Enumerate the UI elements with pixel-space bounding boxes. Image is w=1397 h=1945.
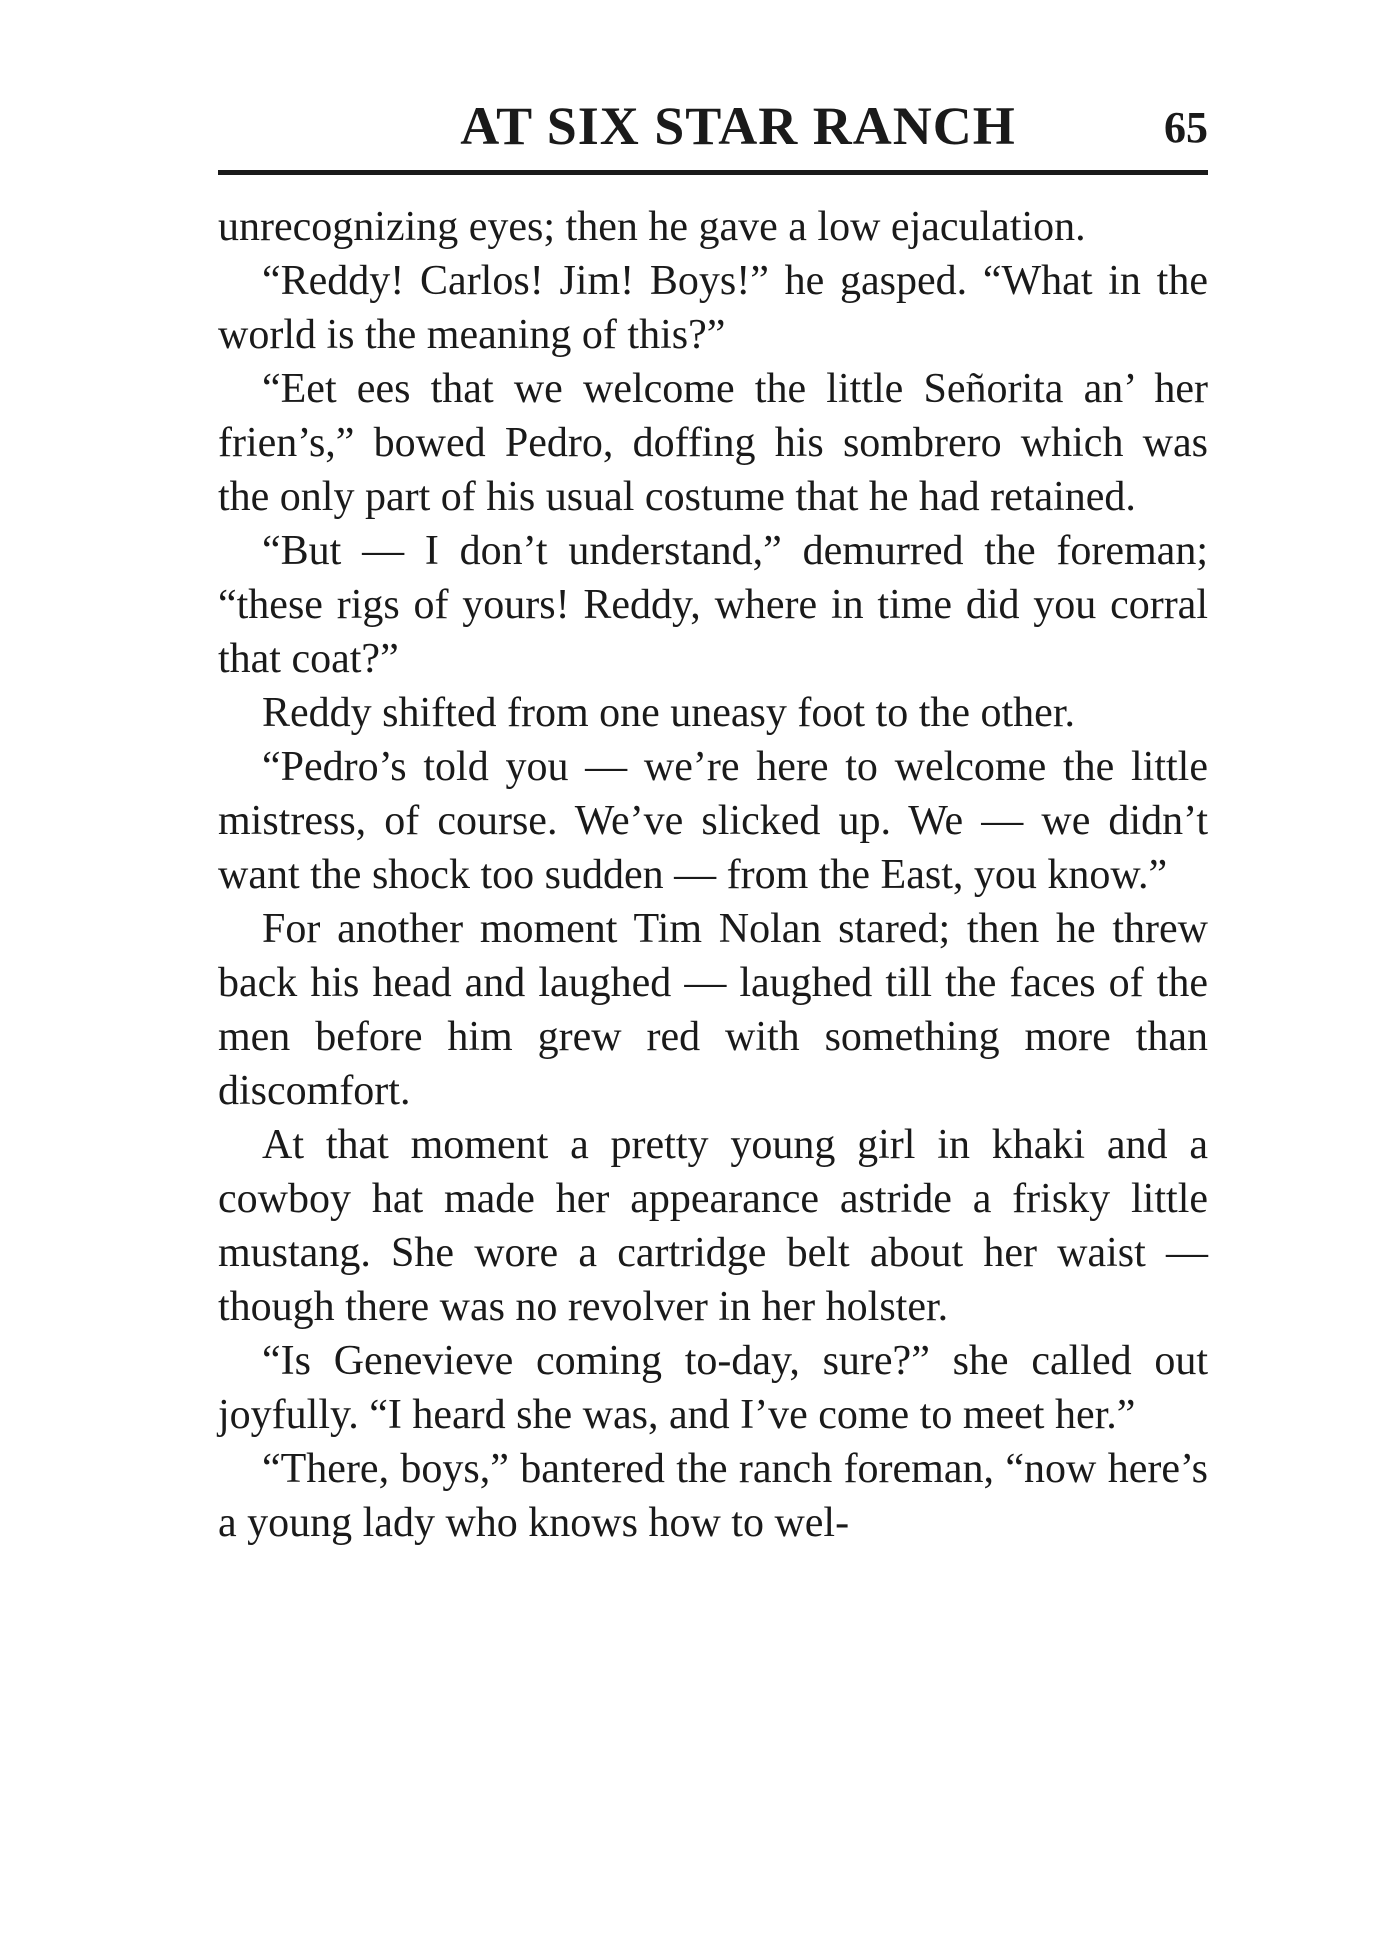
paragraph: “But — I don’t understand,” demurred the foreman; “these rigs of yours! Reddy, where in time did you corral that coat?” — [218, 528, 1208, 682]
paragraph: For another moment Tim Nolan stared; then he threw back his head and laughed — laughed till the faces of the men before him grew red with something more than discomfort. — [218, 906, 1208, 1114]
body-text — [218, 200, 1208, 1550]
running-head — [218, 96, 1208, 156]
header-rule — [218, 170, 1208, 175]
paragraph: “There, boys,” bantered the ranch foreman, “now here’s a young lady who knows how to wel- — [218, 1446, 1208, 1546]
paragraph: unrecognizing eyes; then he gave a low ejaculation. — [218, 204, 1086, 250]
chapter-title: AT SIX STAR RANCH — [460, 96, 1016, 156]
paragraph: “Reddy! Carlos! Jim! Boys!” he gasped. “What in the world is the meaning of this?” — [218, 258, 1208, 358]
paragraph: At that moment a pretty young girl in khaki and a cowboy hat made her appearance astride a frisky little mustang. She wore a cartridge belt about her waist — though there was no revolver in her holster. — [218, 1122, 1208, 1330]
paragraph: Reddy shifted from one uneasy foot to the other. — [262, 690, 1075, 736]
page-number: 65 — [1164, 103, 1208, 152]
paragraph: “Pedro’s told you — we’re here to welcome the little mistress, of course. We’ve slicked up. We — we didn’t want the shock too sudden — from the East, you know.” — [218, 744, 1208, 898]
paragraph: “Is Genevieve coming to-day, sure?” she called out joyfully. “I heard she was, and I’ve come to meet her.” — [218, 1338, 1208, 1438]
paragraph: “Eet ees that we welcome the little Señorita an’ her frien’s,” bowed Pedro, doffing his sombrero which was the only part of his usual costume that he had retained. — [218, 366, 1208, 520]
